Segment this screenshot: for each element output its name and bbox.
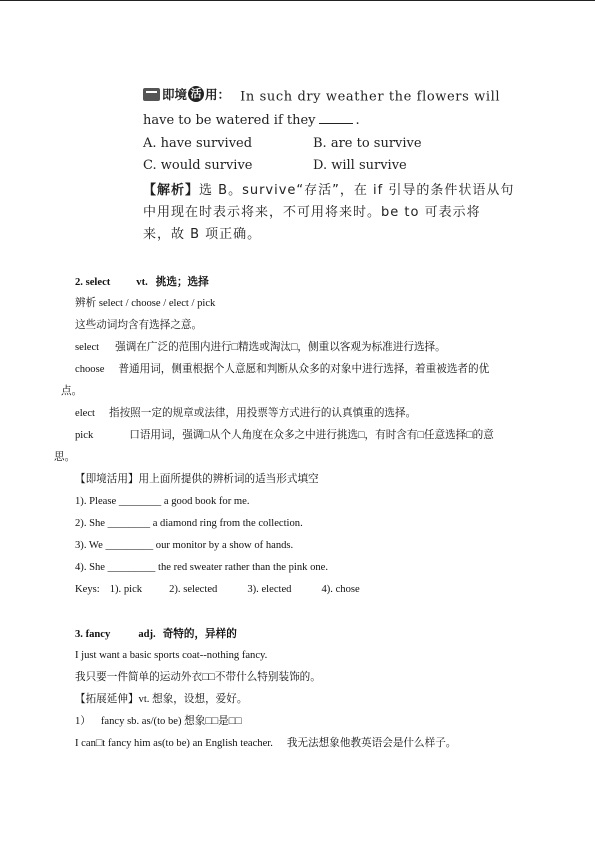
elect-entry: elect 指按照一定的规章或法律，用投票等方式进行的认真慎重的选择。: [75, 408, 417, 419]
exercise-scan: [143, 83, 515, 243]
analysis-line-1: 【解析】选 B。survive“存活”，在 if 引导的条件状语从句: [143, 183, 515, 198]
option-c: C. would survive: [143, 158, 253, 173]
analysis-line-3: 来，故 B 项正确。: [143, 227, 262, 242]
question-text-1: In such dry weather the flowers will: [240, 89, 501, 105]
fancy-item-1: 1） fancy sb. as/(to be) 想象□□是□□: [75, 716, 242, 727]
practice-item-3: 3). We _________ our monitor by a show of hands.: [75, 540, 294, 551]
practice-item-2: 2). She ________ a diamond ring from the collection.: [75, 518, 303, 529]
choose-entry-cont: 点。: [61, 386, 83, 397]
option-b: B. are to survive: [313, 136, 422, 151]
fancy-example-2: I can□t fancy him as(to be) an English teacher. 我无法想象他教英语会是什么样子。: [75, 738, 457, 749]
pick-entry-cont: 思。: [54, 452, 76, 463]
pick-entry: pick 口语用词，强调□从个人角度在众多之中进行挑选□，有时含有□任意选择□的意: [75, 430, 494, 441]
option-d: D. will survive: [313, 158, 407, 173]
section-heading-select: 2. select vt. 挑选；选择: [75, 276, 209, 288]
exercise-badge: 即境 活 用：: [143, 85, 230, 103]
intro-line: 这些动词均含有选择之意。: [75, 320, 203, 331]
select-entry: select 强调在广泛的范围内进行□精选或淘汰□，侧重以客观为标准进行选择。: [75, 342, 446, 353]
section-heading-fancy: 3. fancy adj. 奇特的，异样的: [75, 628, 237, 640]
answer-blank: [319, 112, 353, 124]
fancy-extension: 【拓展延伸】vt. 想象，设想，爱好。: [75, 694, 248, 705]
discrimination-line: 辨析 select / choose / elect / pick: [75, 298, 216, 309]
fancy-example-en: I just want a basic sports coat--nothing fancy.: [75, 650, 268, 661]
choose-entry: choose 普通用词，侧重根据个人意愿和判断从众多的对象中进行选择，着重被选者的优: [75, 364, 490, 375]
question-line-1: [143, 85, 500, 105]
top-rule: [0, 0, 595, 1]
analysis-line-2: 中用现在时表示将来，不可用将来时。be to 可表示将: [143, 205, 481, 220]
badge-circle: 活: [188, 86, 204, 102]
question-line-2: have to be watered if they .: [143, 113, 360, 128]
practice-item-4: 4). She _________ the red sweater rather than the pink one.: [75, 562, 329, 573]
option-a: A. have survived: [143, 136, 253, 151]
practice-title: 【即境活用】用上面所提供的辨析词的适当形式填空: [75, 474, 319, 485]
answer-keys: Keys: 1). pick 2). selected 3). elected 4). chose: [75, 584, 360, 595]
analysis-label: 【解析】: [143, 183, 200, 198]
fancy-example-cn: 我只要一件简单的运动外衣□□不带什么特别装饰的。: [75, 672, 321, 683]
practice-item-1: 1). Please ________ a good book for me.: [75, 496, 250, 507]
book-icon: [143, 88, 160, 101]
